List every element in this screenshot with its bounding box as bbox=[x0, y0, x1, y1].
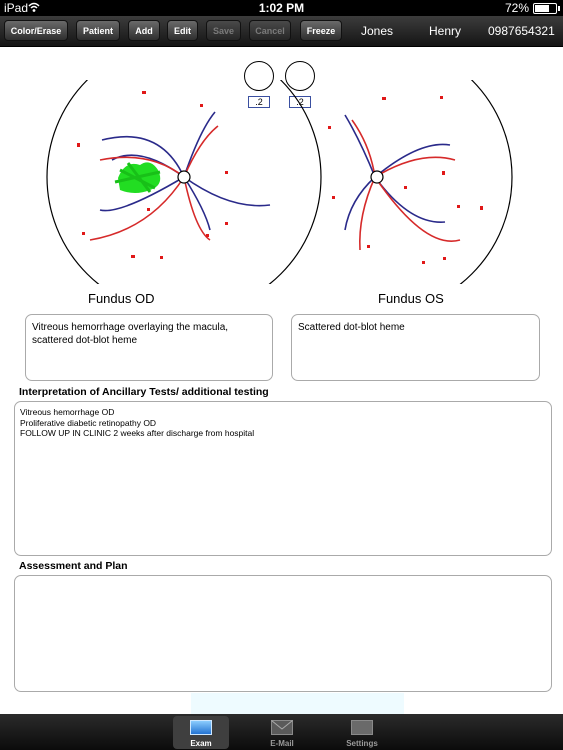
vessel bbox=[345, 115, 450, 177]
vessel bbox=[375, 177, 445, 222]
patient-button[interactable]: Patient bbox=[76, 20, 120, 41]
optic-disc bbox=[371, 171, 383, 183]
interpretation-line: Proliferative diabetic retinopathy OD bbox=[20, 417, 157, 428]
fundus-os-drawing[interactable] bbox=[298, 80, 558, 284]
save-button[interactable]: Save bbox=[206, 20, 241, 41]
device-name: iPad bbox=[4, 1, 29, 15]
vessel bbox=[345, 177, 375, 230]
vessel bbox=[375, 177, 460, 241]
battery-status bbox=[505, 1, 557, 15]
add-button[interactable]: Add bbox=[128, 20, 160, 41]
tab-email-label: E-Mail bbox=[270, 739, 294, 748]
interpretation-line: Vitreous hemorrhage OD bbox=[20, 407, 115, 417]
green-drawing bbox=[115, 162, 160, 193]
tab-settings[interactable] bbox=[334, 716, 390, 749]
fundus-os-label: Fundus OS bbox=[378, 291, 444, 306]
tab-bar bbox=[0, 714, 563, 750]
vessel bbox=[352, 120, 455, 177]
toolbar bbox=[0, 16, 563, 47]
patient-first-name: Henry bbox=[429, 24, 462, 38]
patient-id: 0987654321 bbox=[488, 24, 555, 38]
fundus-os-note-field[interactable]: Scattered dot-blot heme bbox=[291, 314, 540, 381]
interpretation-heading: Interpretation of Ancillary Tests/ additional testing bbox=[19, 386, 269, 398]
dot-blot-hemorrhages bbox=[328, 96, 483, 264]
freeze-button[interactable]: Freeze bbox=[300, 20, 342, 41]
acuity-os-value[interactable]: .2 bbox=[289, 96, 311, 108]
tab-email[interactable] bbox=[254, 716, 310, 749]
interpretation-field[interactable] bbox=[14, 401, 552, 556]
interpretation-line: FOLLOW UP IN CLINIC 2 weeks after discharge from hospital bbox=[20, 428, 255, 438]
tab-settings-label: Settings bbox=[346, 739, 378, 748]
fundus-od-note-field[interactable]: Vitreous hemorrhage overlaying the macula, scattered dot-blot heme bbox=[25, 314, 273, 381]
tab-exam-label: Exam bbox=[190, 739, 212, 748]
fundus-od-label: Fundus OD bbox=[88, 291, 155, 306]
optic-disc bbox=[178, 171, 190, 183]
clock: 1:02 PM bbox=[258, 1, 305, 15]
acuity-od-value[interactable]: .2 bbox=[248, 96, 270, 108]
color-erase-button[interactable]: Color/Erase bbox=[4, 20, 68, 41]
cancel-button[interactable]: Cancel bbox=[249, 20, 291, 41]
edit-button[interactable]: Edit bbox=[167, 20, 198, 41]
assessment-heading: Assessment and Plan bbox=[19, 560, 128, 572]
fundus-os-border bbox=[298, 80, 512, 284]
mail-icon bbox=[271, 720, 293, 735]
settings-icon bbox=[351, 720, 373, 735]
battery-icon bbox=[533, 3, 557, 14]
battery-percent: 72% bbox=[504, 1, 529, 15]
tab-exam[interactable] bbox=[173, 716, 229, 749]
exam-icon bbox=[190, 720, 212, 735]
scroll-region bbox=[191, 693, 404, 714]
assessment-plan-field[interactable] bbox=[14, 575, 552, 692]
status-bar bbox=[0, 0, 563, 16]
fundus-od-drawing[interactable] bbox=[45, 80, 323, 284]
patient-last-name: Jones bbox=[361, 24, 394, 38]
vessel bbox=[360, 177, 375, 250]
